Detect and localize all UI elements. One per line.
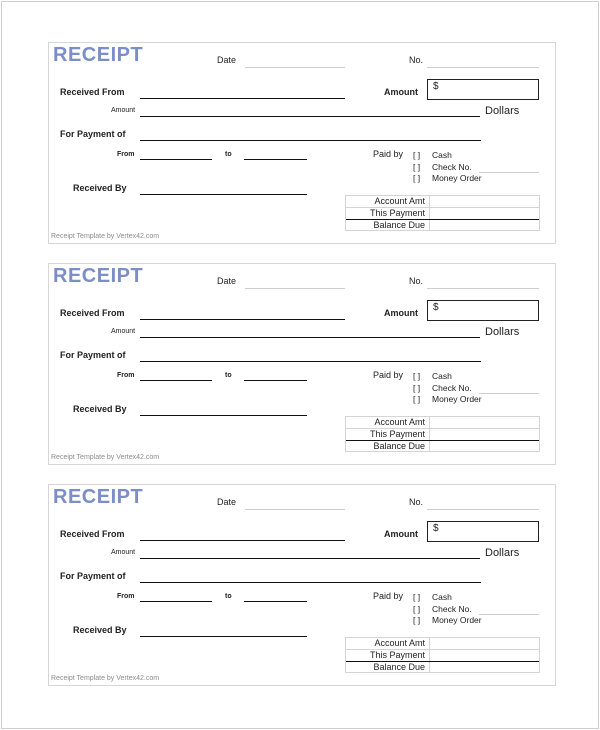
balance-due-row[interactable]	[346, 662, 539, 674]
date-label: Date	[217, 497, 237, 507]
cash-checkbox[interactable]: [ ]	[413, 150, 421, 160]
paid-by-label: Paid by	[373, 370, 404, 380]
from-label: From	[117, 372, 135, 379]
for-payment-of-field[interactable]	[140, 361, 481, 362]
amount-words-field[interactable]	[140, 116, 480, 117]
to-field[interactable]	[244, 380, 307, 381]
amount-words-field[interactable]	[140, 337, 480, 338]
from-label: From	[117, 151, 135, 158]
this-payment-row[interactable]	[346, 208, 539, 220]
amount-label: Amount	[384, 87, 418, 97]
account-amt-row[interactable]	[346, 417, 539, 429]
receipt-2	[48, 263, 556, 465]
balance-table	[345, 195, 540, 231]
money-order-checkbox[interactable]: [ ]	[413, 394, 421, 404]
balance-due-row[interactable]	[346, 441, 539, 453]
dollar-sign: $	[433, 81, 439, 92]
received-by-label: Received By	[73, 625, 127, 635]
receipt-1	[48, 42, 556, 244]
check-no-label: Check No.	[432, 604, 472, 614]
for-payment-of-label: For Payment of	[60, 350, 126, 360]
balance-due-label: Balance Due	[373, 662, 425, 672]
account-amt-row[interactable]	[346, 638, 539, 650]
to-label: to	[225, 593, 232, 600]
money-order-label: Money Order	[432, 394, 482, 404]
this-payment-label: This Payment	[369, 650, 425, 660]
to-field[interactable]	[244, 159, 307, 160]
account-amt-row[interactable]	[346, 196, 539, 208]
to-field[interactable]	[244, 601, 307, 602]
no-field[interactable]	[427, 288, 539, 289]
balance-due-label: Balance Due	[373, 441, 425, 451]
no-label: No.	[409, 497, 424, 507]
no-field[interactable]	[427, 509, 539, 510]
account-amt-label: Account Amt	[374, 417, 425, 427]
this-payment-label: This Payment	[369, 429, 425, 439]
dollars-label: Dollars	[485, 105, 520, 117]
paid-by-label: Paid by	[373, 591, 404, 601]
cash-label: Cash	[432, 592, 452, 602]
to-label: to	[225, 151, 232, 158]
dollars-label: Dollars	[485, 326, 520, 338]
received-from-label: Received From	[60, 529, 125, 539]
check-checkbox[interactable]: [ ]	[413, 162, 421, 172]
cash-label: Cash	[432, 150, 452, 160]
amount-words-label: Amount	[111, 107, 136, 114]
money-order-checkbox[interactable]: [ ]	[413, 615, 421, 625]
from-label: From	[117, 593, 135, 600]
amount-label: Amount	[384, 308, 418, 318]
from-field[interactable]	[140, 159, 212, 160]
for-payment-of-label: For Payment of	[60, 571, 126, 581]
receipt-title: RECEIPT	[53, 44, 144, 66]
check-no-label: Check No.	[432, 383, 472, 393]
cash-checkbox[interactable]: [ ]	[413, 592, 421, 602]
no-label: No.	[409, 276, 424, 286]
for-payment-of-field[interactable]	[140, 582, 481, 583]
for-payment-of-field[interactable]	[140, 140, 481, 141]
check-no-field[interactable]	[479, 614, 539, 615]
money-order-label: Money Order	[432, 173, 482, 183]
date-field[interactable]	[245, 288, 345, 289]
received-by-field[interactable]	[140, 194, 307, 195]
cash-label: Cash	[432, 371, 452, 381]
check-checkbox[interactable]: [ ]	[413, 604, 421, 614]
receipt-3	[48, 484, 556, 686]
for-payment-of-label: For Payment of	[60, 129, 126, 139]
dollar-sign: $	[433, 523, 439, 534]
received-from-field[interactable]	[140, 319, 345, 320]
this-payment-row[interactable]	[346, 429, 539, 441]
received-from-field[interactable]	[140, 540, 345, 541]
check-no-field[interactable]	[479, 393, 539, 394]
receipt-title: RECEIPT	[53, 486, 144, 508]
no-label: No.	[409, 55, 424, 65]
no-field[interactable]	[427, 67, 539, 68]
balance-table	[345, 637, 540, 673]
footer-credit: Receipt Template by Vertex42.com	[51, 454, 160, 461]
footer-credit: Receipt Template by Vertex42.com	[51, 675, 160, 682]
amount-input[interactable]	[427, 521, 539, 542]
received-by-field[interactable]	[140, 415, 307, 416]
from-field[interactable]	[140, 601, 212, 602]
amount-input[interactable]	[427, 79, 539, 100]
footer-credit: Receipt Template by Vertex42.com	[51, 233, 160, 240]
date-label: Date	[217, 276, 237, 286]
from-field[interactable]	[140, 380, 212, 381]
this-payment-row[interactable]	[346, 650, 539, 662]
check-no-field[interactable]	[479, 172, 539, 173]
cash-checkbox[interactable]: [ ]	[413, 371, 421, 381]
received-from-field[interactable]	[140, 98, 345, 99]
dollar-sign: $	[433, 302, 439, 313]
check-no-label: Check No.	[432, 162, 472, 172]
this-payment-label: This Payment	[369, 208, 425, 218]
date-label: Date	[217, 55, 237, 65]
received-by-label: Received By	[73, 404, 127, 414]
amount-words-field[interactable]	[140, 558, 480, 559]
received-from-label: Received From	[60, 87, 125, 97]
balance-due-row[interactable]	[346, 220, 539, 232]
balance-table	[345, 416, 540, 452]
received-by-label: Received By	[73, 183, 127, 193]
received-from-label: Received From	[60, 308, 125, 318]
amount-words-label: Amount	[111, 549, 136, 556]
date-field[interactable]	[245, 67, 345, 68]
amount-input[interactable]	[427, 300, 539, 321]
date-field[interactable]	[245, 509, 345, 510]
paid-by-label: Paid by	[373, 149, 404, 159]
amount-words-label: Amount	[111, 328, 136, 335]
to-label: to	[225, 372, 232, 379]
account-amt-label: Account Amt	[374, 196, 425, 206]
amount-label: Amount	[384, 529, 418, 539]
money-order-checkbox[interactable]: [ ]	[413, 173, 421, 183]
check-checkbox[interactable]: [ ]	[413, 383, 421, 393]
money-order-label: Money Order	[432, 615, 482, 625]
dollars-label: Dollars	[485, 547, 520, 559]
receipt-title: RECEIPT	[53, 265, 144, 287]
account-amt-label: Account Amt	[374, 638, 425, 648]
balance-due-label: Balance Due	[373, 220, 425, 230]
received-by-field[interactable]	[140, 636, 307, 637]
